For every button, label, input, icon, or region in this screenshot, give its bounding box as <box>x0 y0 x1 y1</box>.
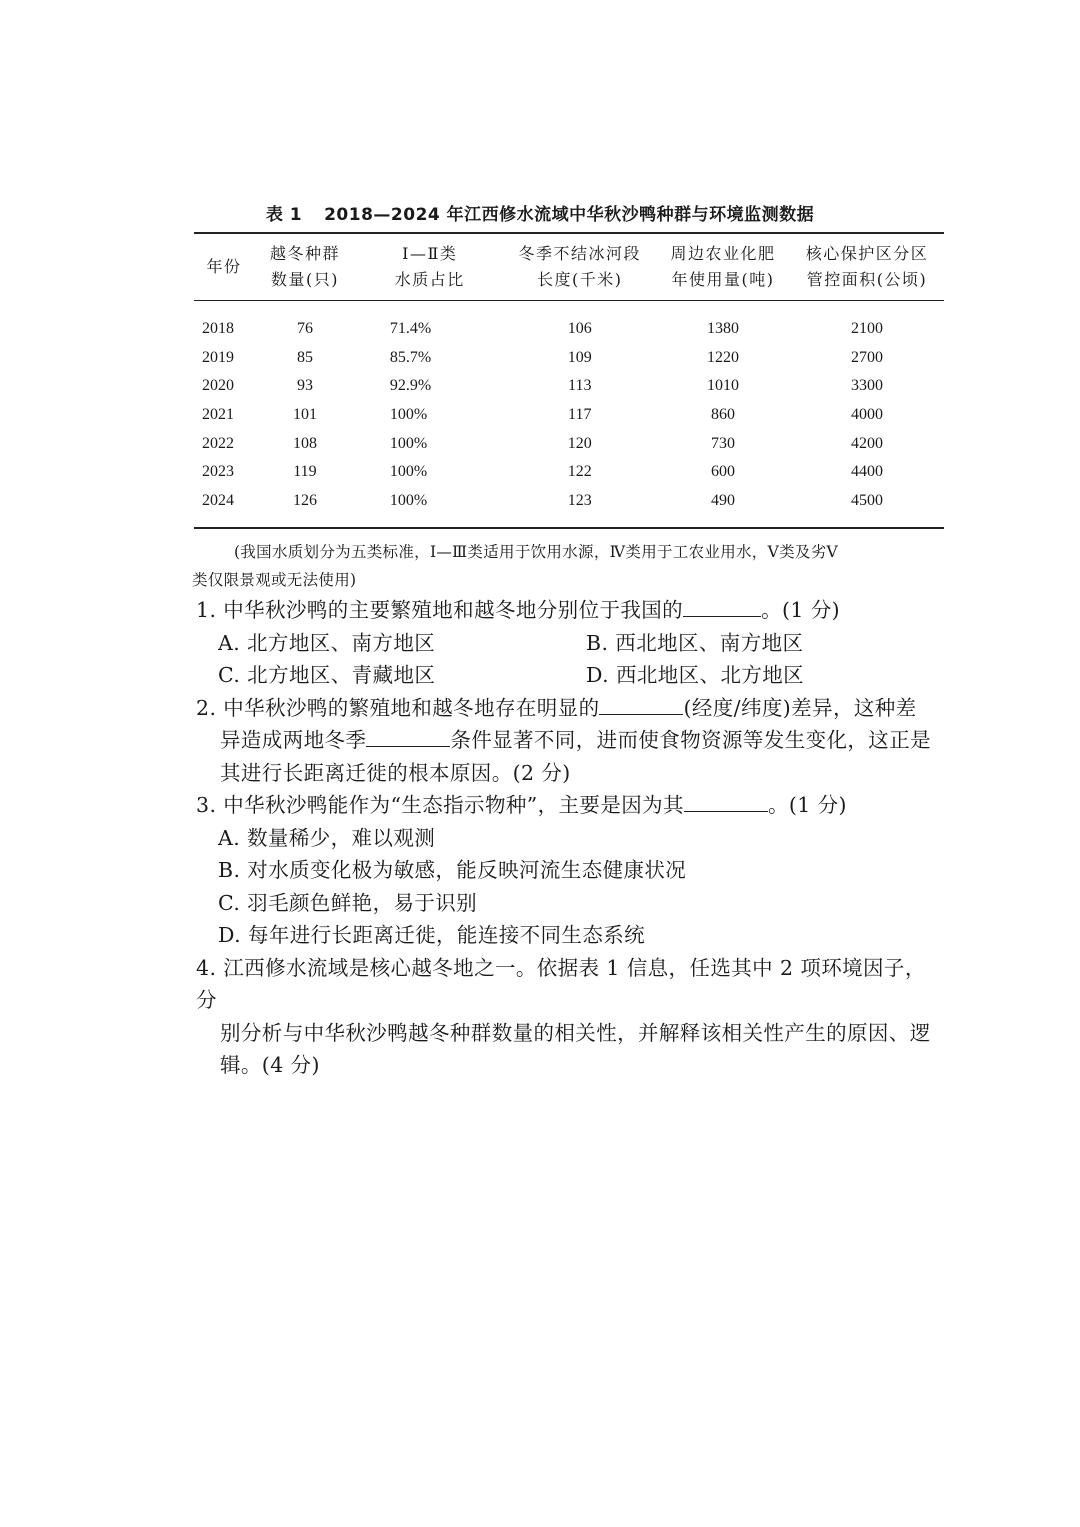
question-4-line-3: 辑。(4 分) <box>220 1053 320 1077</box>
cell-population: 108 <box>292 434 317 452</box>
option-d: D. 西北地区、北方地区 <box>586 663 805 687</box>
cell-population: 85 <box>296 348 313 366</box>
question-2 <box>196 692 946 790</box>
answer-blank <box>684 789 768 812</box>
header-water-quality: Ⅰ—Ⅱ类 水质占比 <box>394 244 465 289</box>
option-a: A. 北方地区、南方地区 <box>218 630 436 655</box>
question-2-part-5: 其进行长距离迁徙的根本原因。(2 分) <box>220 760 571 785</box>
table-row <box>194 429 944 458</box>
cell-protected-area: 2700 <box>851 348 884 366</box>
table-title: 2018—2024 年江西修水流域中华秋沙鸭种群与环境监测数据 <box>324 205 815 225</box>
cell-protected-area: 2100 <box>851 320 884 338</box>
cell-fertilizer: 1220 <box>706 348 739 366</box>
question-1-options <box>196 627 946 692</box>
question-2-part-3: 异造成两地冬季 <box>220 728 367 752</box>
cell-fertilizer: 860 <box>710 406 735 424</box>
cell-population: 119 <box>293 463 317 481</box>
header-unfrozen-river: 冬季不结冰河段 长度(千米) <box>518 244 641 289</box>
cell-water-quality: 85.7% <box>389 348 432 366</box>
cell-unfrozen-river: 120 <box>567 434 592 452</box>
answer-blank <box>366 724 450 747</box>
table-header-row <box>194 233 944 301</box>
cell-water-quality: 71.4% <box>389 320 432 338</box>
table-row <box>194 301 944 344</box>
cell-fertilizer: 1010 <box>706 377 739 395</box>
cell-year: 2021 <box>202 406 234 424</box>
cell-year: 2024 <box>202 491 234 509</box>
cell-population: 76 <box>296 320 313 338</box>
cell-population: 126 <box>292 491 317 509</box>
cell-year: 2020 <box>202 377 234 395</box>
header-population: 越冬种群 数量(只) <box>269 244 340 289</box>
table-row <box>194 458 944 487</box>
question-3-score: 。(1 分) <box>767 793 847 817</box>
cell-unfrozen-river: 122 <box>567 463 592 481</box>
monitoring-data-table <box>194 232 944 529</box>
cell-population: 93 <box>296 377 313 395</box>
option-c: C. 羽毛颜色鲜艳，易于识别 <box>218 890 478 915</box>
option-b: B. 对水质变化极为敏感，能反映河流生态健康状况 <box>218 858 687 882</box>
header-year: 年份 <box>206 257 242 276</box>
cell-protected-area: 4400 <box>851 463 884 481</box>
table-row <box>194 487 944 529</box>
question-4-line-1: 4. 江西修水流域是核心越冬地之一。依据表 1 信息，任选其中 2 项环境因子，分 <box>196 955 926 1012</box>
option-d: D. 每年进行长距离迁徙，能连接不同生态系统 <box>218 923 646 947</box>
cell-water-quality: 100% <box>389 406 428 424</box>
option-c: C. 北方地区、青藏地区 <box>218 663 436 687</box>
cell-water-quality: 100% <box>389 463 428 481</box>
question-3-options <box>196 822 946 952</box>
question-1-text: 1. 中华秋沙鸭的主要繁殖地和越冬地分别位于我国的 <box>196 598 684 622</box>
option-b: B. 西北地区、南方地区 <box>586 630 804 655</box>
table-row <box>194 401 944 430</box>
question-3 <box>196 789 946 952</box>
cell-year: 2022 <box>202 434 234 452</box>
cell-unfrozen-river: 109 <box>567 348 592 366</box>
cell-unfrozen-river: 117 <box>568 406 592 424</box>
question-1-score: 。(1 分) <box>761 598 841 622</box>
header-fertilizer: 周边农业化肥 年使用量(吨) <box>670 244 776 289</box>
answer-blank <box>599 692 683 715</box>
cell-fertilizer: 1380 <box>706 320 739 338</box>
cell-fertilizer: 730 <box>710 434 735 452</box>
cell-water-quality: 100% <box>389 491 428 509</box>
cell-protected-area: 4200 <box>851 434 884 452</box>
question-3-text: 3. 中华秋沙鸭能作为“生态指示物种”，主要是因为其 <box>196 793 684 817</box>
question-1 <box>196 594 946 692</box>
cell-year: 2023 <box>202 463 234 481</box>
header-protected-area: 核心保护区分区 管控面积(公顷) <box>805 244 929 289</box>
cell-year: 2018 <box>202 320 234 338</box>
question-2-part-4: 条件显著不同，进而使食物资源等发生变化，这正是 <box>450 728 932 752</box>
question-4 <box>196 952 946 1082</box>
cell-water-quality: 100% <box>389 434 428 452</box>
table-caption <box>0 200 1080 225</box>
option-a: A. 数量稀少，难以观测 <box>218 825 436 850</box>
answer-blank <box>683 594 761 617</box>
cell-population: 101 <box>292 406 317 424</box>
cell-unfrozen-river: 123 <box>567 491 592 509</box>
cell-unfrozen-river: 106 <box>567 320 592 338</box>
note-line-1: (我国水质划分为五类标准，Ⅰ—Ⅲ类适用于饮用水源，Ⅳ类用于工农业用水，Ⅴ类及劣Ⅴ <box>234 543 838 561</box>
cell-protected-area: 4500 <box>851 491 884 509</box>
cell-fertilizer: 600 <box>710 463 735 481</box>
question-2-part-1: 2. 中华秋沙鸭的繁殖地和越冬地存在明显的 <box>196 695 600 720</box>
cell-protected-area: 3300 <box>851 377 884 395</box>
cell-water-quality: 92.9% <box>389 377 432 395</box>
cell-unfrozen-river: 113 <box>568 377 592 395</box>
table-row <box>194 344 944 373</box>
question-2-part-2: (经度/纬度)差异，这种差 <box>683 695 917 720</box>
table-number: 表 1 <box>265 205 303 225</box>
cell-fertilizer: 490 <box>710 491 735 509</box>
table-row <box>194 372 944 401</box>
cell-year: 2019 <box>202 348 234 366</box>
question-4-line-2: 别分析与中华秋沙鸭越冬种群数量的相关性，并解释该相关性产生的原因、逻 <box>220 1020 931 1045</box>
note-line-2: 类仅限景观或无法使用) <box>192 571 357 589</box>
water-quality-note <box>192 538 952 594</box>
cell-protected-area: 4000 <box>851 406 884 424</box>
question-list <box>196 594 946 1082</box>
